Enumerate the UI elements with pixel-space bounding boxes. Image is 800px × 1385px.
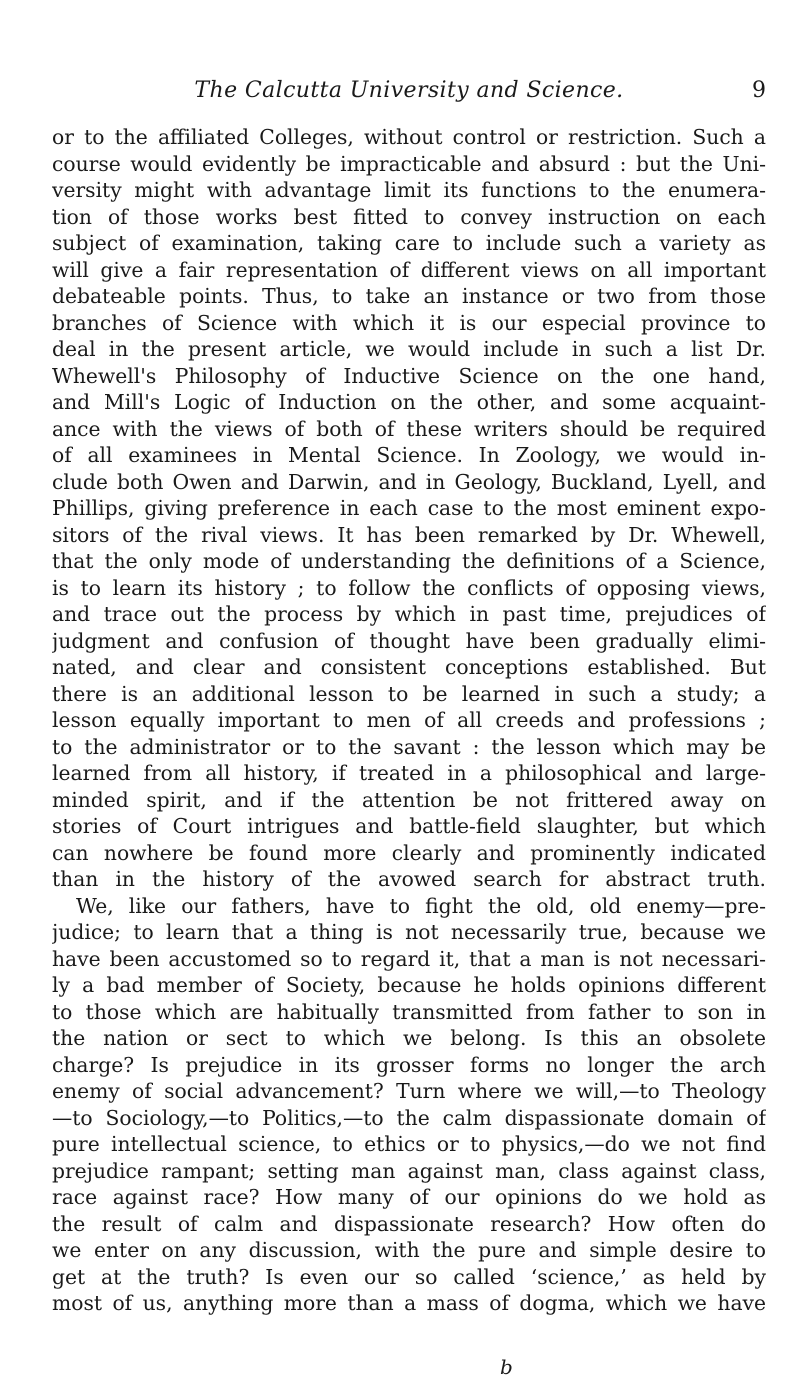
text-line: stories of Court intrigues and battle-field slaughter, but which: [52, 814, 766, 838]
text-line: minded spirit, and if the attention be not frittered away on: [52, 787, 766, 812]
text-line: ance with the views of both of these writers should be required: [52, 416, 766, 441]
text-line: the nation or sect to which we belong. Is this an obsolete: [52, 1026, 766, 1050]
text-line: and Mill's Logic of Induction on the other, and some acquaint-: [52, 390, 766, 414]
page-number: 9: [752, 78, 766, 103]
text-line: branches of Science with which it is our especial province to: [52, 310, 766, 335]
text-line: to the administrator or to the savant : the lesson which may be: [52, 734, 766, 759]
text-line: charge? Is prejudice in its grosser forms no longer the arch: [52, 1052, 766, 1077]
text-line: Phillips, giving preference in each case to the most eminent expo-: [52, 496, 766, 520]
running-head: [52, 78, 766, 108]
text-line: have been accustomed so to regard it, that a man is not necessari-: [52, 946, 766, 971]
text-line: most of us, anything more than a mass of dogma, which we have: [52, 1291, 766, 1315]
text-line: the result of calm and dispassionate research? How often do: [52, 1211, 766, 1236]
text-line: tion of those works best fitted to convey instruction on each: [52, 204, 766, 229]
text-line: deal in the present article, we would include in such a list Dr.: [52, 337, 766, 361]
text-line: subject of examination, taking care to include such a variety as: [52, 231, 766, 255]
text-line: of all examinees in Mental Science. In Zoology, we would in-: [52, 443, 766, 467]
text-line: to those which are habitually transmitted from father to son in: [52, 999, 766, 1024]
text-line: enemy of social advancement? Turn where we will,—to Theology: [52, 1079, 766, 1103]
running-title: The Calcutta University and Science.: [194, 78, 624, 103]
text-line: pure intellectual science, to ethics or to physics,—do we not find: [52, 1132, 766, 1156]
text-line: debateable points. Thus, to take an instance or two from those: [52, 284, 766, 308]
text-line: prejudice rampant; setting man against man, class against class,: [52, 1158, 766, 1183]
text-line: clude both Owen and Darwin, and in Geology, Buckland, Lyell, and: [52, 469, 766, 494]
text-line: versity might with advantage limit its functions to the enumera-: [52, 178, 766, 202]
text-line: get at the truth? Is even our so called ‘science,’ as held by: [52, 1264, 766, 1289]
text-line: we enter on any discussion, with the pure and simple desire to: [52, 1238, 766, 1262]
text-line: nated, and clear and consistent conceptions established. But: [52, 655, 766, 679]
text-line: than in the history of the avowed search for abstract truth.: [52, 867, 766, 891]
text-line: course would evidently be impracticable and absurd : but the Uni-: [52, 151, 766, 176]
text-line: learned from all history, if treated in a philosophical and large-: [52, 761, 766, 785]
text-line: ly a bad member of Society, because he holds opinions different: [52, 973, 766, 997]
text-line: is to learn its history ; to follow the conflicts of opposing views,: [52, 575, 766, 600]
text-line: sitors of the rival views. It has been remarked by Dr. Whewell,: [52, 522, 766, 547]
text-line: —to Sociology,—to Politics,—to the calm dispassionate domain of: [52, 1105, 766, 1130]
text-line: We, like our fathers, have to fight the old, old enemy—pre-: [76, 893, 766, 918]
text-line: judgment and confusion of thought have been gradually elimi-: [52, 628, 766, 653]
text-line: there is an additional lesson to be learned in such a study; a: [52, 681, 766, 706]
text-line: or to the affiliated Colleges, without control or restriction. Such a: [52, 125, 766, 149]
body-text: [52, 124, 766, 1317]
text-line: judice; to learn that a thing is not necessarily true, because we: [52, 920, 766, 944]
text-line: will give a fair representation of different views on all important: [52, 257, 766, 282]
signature-mark: b: [500, 1355, 513, 1379]
text-line: can nowhere be found more clearly and prominently indicated: [52, 840, 766, 865]
text-line: and trace out the process by which in past time, prejudices of: [52, 602, 766, 626]
text-line: lesson equally important to men of all creeds and professions ;: [52, 708, 766, 732]
text-line: race against race? How many of our opinions do we hold as: [52, 1185, 766, 1209]
text-line: Whewell's Philosophy of Inductive Science on the one hand,: [52, 363, 766, 388]
text-line: that the only mode of understanding the definitions of a Science,: [52, 549, 766, 573]
